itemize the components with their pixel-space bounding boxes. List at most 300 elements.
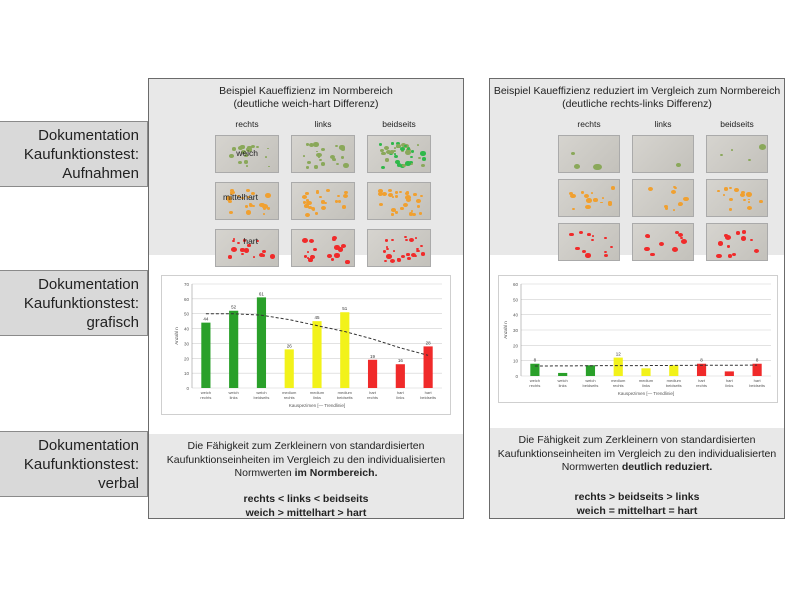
y-tick-label: 10 — [183, 371, 189, 377]
x-tick-label: medium — [309, 390, 325, 395]
data-label: 26 — [286, 343, 292, 349]
particle — [741, 191, 745, 194]
particle — [316, 191, 319, 193]
particle — [729, 198, 734, 202]
y-tick-label: 10 — [512, 358, 518, 364]
particle — [417, 205, 420, 208]
particle — [415, 237, 417, 239]
particle — [405, 239, 408, 241]
particle — [421, 252, 426, 256]
particle — [321, 148, 325, 151]
label-line: Kaufunktionstest: — [23, 456, 139, 473]
particle — [400, 207, 403, 210]
column-header: beidseits — [382, 119, 416, 129]
x-tick-label: rechts — [283, 395, 295, 400]
particle — [724, 234, 728, 237]
particle — [743, 199, 745, 201]
particle — [575, 247, 579, 251]
particle — [341, 156, 345, 159]
particle — [591, 192, 593, 194]
chewing-sample-photo — [291, 182, 355, 220]
x-tick-label: medium — [282, 390, 297, 395]
particle — [244, 248, 250, 253]
particle — [604, 254, 608, 257]
verbal-line-3-pre: Normwerten — [561, 461, 622, 473]
particle — [592, 235, 594, 237]
bar — [285, 349, 294, 388]
particle — [334, 253, 339, 257]
panel-normbereich — [148, 78, 464, 519]
chewing-sample-photo — [291, 229, 355, 267]
y-tick-label: 0 — [186, 386, 189, 391]
particle — [237, 242, 240, 245]
particle — [326, 189, 330, 192]
particle — [394, 155, 398, 158]
particle — [748, 159, 751, 161]
x-tick-label: beidseits — [749, 383, 766, 388]
x-tick-label: hart — [698, 378, 706, 383]
particle — [406, 198, 411, 202]
particle — [750, 239, 753, 241]
particle — [412, 213, 416, 216]
particle — [748, 201, 750, 203]
x-tick-label: hart — [424, 390, 432, 395]
particle — [759, 144, 766, 150]
x-tick-label: links — [725, 383, 734, 388]
chewing-sample-photo — [706, 135, 768, 173]
particle — [338, 200, 341, 203]
particle — [581, 191, 585, 194]
panel-title — [149, 85, 463, 111]
particle — [734, 188, 739, 192]
particle — [309, 239, 314, 243]
particle — [270, 254, 275, 258]
particle — [574, 164, 581, 169]
y-tick-label: 0 — [515, 374, 518, 379]
y-tick-label: 60 — [512, 282, 518, 287]
trend-line — [535, 365, 757, 366]
particle — [416, 199, 421, 203]
y-tick-label: 30 — [183, 341, 189, 347]
particle — [683, 197, 689, 201]
bar — [396, 364, 405, 388]
bar — [368, 360, 377, 388]
particle — [321, 206, 326, 210]
verbal-text — [490, 434, 784, 475]
y-tick-label: 70 — [183, 282, 189, 287]
chart-frame — [161, 275, 451, 415]
particle — [728, 254, 732, 258]
chewing-sample-photo — [558, 135, 620, 173]
particle — [379, 203, 383, 206]
data-label: 8 — [700, 357, 703, 363]
particle — [587, 233, 591, 236]
verbal-line-1: Die Fähigkeit zum Zerkleinern von standardisierten — [187, 440, 425, 452]
title-line-1: Beispiel Kaueffizienz im Normbereich — [219, 85, 393, 97]
particle — [404, 236, 407, 238]
particle — [395, 211, 398, 214]
particle — [413, 193, 417, 196]
x-tick-label: rechts — [200, 395, 212, 400]
particle — [232, 240, 235, 242]
particle — [342, 205, 346, 208]
bar — [725, 371, 734, 376]
particle — [385, 158, 390, 162]
particle — [399, 191, 402, 193]
particle — [731, 149, 734, 151]
particle — [401, 255, 405, 258]
particle — [720, 154, 723, 157]
particle — [343, 194, 348, 198]
particle — [335, 145, 338, 147]
particle — [608, 202, 612, 205]
verbal-line-1: Die Fähigkeit zum Zerkleinern von standardisierten — [518, 434, 756, 446]
particle — [338, 247, 343, 251]
particle — [742, 230, 746, 233]
bar — [312, 321, 321, 388]
x-tick-label: hart — [396, 390, 404, 395]
column-header: beidseits — [720, 119, 754, 129]
particle — [386, 248, 389, 250]
x-tick-label: rechts — [612, 383, 624, 388]
particle — [648, 187, 653, 191]
y-tick-label: 20 — [512, 343, 518, 349]
verbal-line-2: Kaufunktionseinheiten im Vergleich zu den individualisierten — [497, 447, 777, 460]
y-tick-label: 40 — [183, 326, 189, 332]
particle — [379, 143, 382, 146]
label-line: Dokumentation — [38, 276, 139, 293]
bar — [229, 311, 238, 388]
bar — [614, 358, 623, 376]
label-grafisch — [0, 270, 148, 336]
verbal-line-3-bold: im Normbereich. — [294, 467, 378, 479]
particle — [672, 247, 678, 252]
particle — [407, 257, 411, 260]
y-axis-label: Anzahl n — [503, 321, 508, 339]
particle — [339, 145, 344, 149]
bar — [201, 323, 210, 388]
particle — [391, 208, 396, 212]
particle — [681, 239, 687, 244]
particle — [321, 162, 325, 165]
x-tick-label: weich — [228, 390, 239, 395]
particle — [593, 198, 597, 202]
particle — [313, 248, 317, 251]
column-header: rechts — [577, 119, 601, 129]
particle — [263, 213, 265, 215]
title-line-2: (deutliche rechts-links Differenz) — [562, 98, 712, 110]
particle — [321, 200, 325, 204]
particle — [727, 245, 730, 248]
x-tick-label: links — [558, 383, 567, 388]
verbal-line-2: Kaufunktionseinheiten im Vergleich zu den individualisierten — [166, 453, 446, 466]
chewing-sample-photo — [367, 135, 431, 173]
particle — [238, 161, 242, 164]
particle — [395, 191, 399, 194]
particle — [314, 165, 319, 169]
particle — [395, 195, 398, 198]
y-axis-label: Anzahl n — [174, 327, 179, 345]
particle — [410, 156, 413, 158]
x-tick-label: links — [229, 395, 238, 400]
particle — [411, 150, 415, 153]
particle — [600, 202, 602, 204]
verbal-line-3 — [149, 467, 463, 481]
particle — [244, 160, 248, 164]
ranking — [490, 490, 784, 518]
particle — [416, 250, 419, 253]
chewing-sample-photo — [632, 135, 694, 173]
particle — [307, 161, 311, 164]
particle — [417, 144, 419, 146]
particle — [418, 157, 421, 160]
particle — [345, 260, 350, 264]
particle — [378, 192, 383, 196]
column-header: rechts — [235, 119, 259, 129]
x-tick-label: weich — [529, 378, 541, 383]
particle — [602, 197, 604, 199]
data-label: 8 — [755, 357, 759, 363]
x-tick-label: beidseits — [420, 395, 437, 400]
particle — [336, 163, 339, 165]
particle — [420, 245, 423, 247]
particle — [315, 212, 318, 215]
particle — [604, 251, 607, 254]
chart-frame — [498, 275, 778, 403]
particle — [406, 253, 409, 256]
particle — [397, 258, 402, 262]
particle — [391, 142, 394, 144]
chewing-sample-photo — [367, 182, 431, 220]
particle — [246, 165, 248, 167]
particle — [747, 206, 752, 210]
data-label: 19 — [370, 353, 376, 359]
y-tick-label: 40 — [512, 312, 518, 318]
bar — [424, 346, 433, 388]
particle — [723, 194, 725, 196]
particle — [405, 150, 411, 155]
chewing-sample-photo — [632, 179, 694, 217]
column-header: links — [314, 119, 332, 129]
particle — [716, 254, 722, 259]
data-label: 52 — [231, 304, 237, 310]
x-tick-label: links — [396, 395, 405, 400]
column-header: links — [654, 119, 672, 129]
particle — [585, 253, 591, 257]
title-line-2: (deutliche weich-hart Differenz) — [233, 98, 379, 110]
verbal-line-3 — [490, 461, 784, 475]
particle — [253, 256, 255, 258]
particle — [386, 246, 388, 248]
data-label: 12 — [615, 351, 621, 357]
ranking-line-1: rechts > beidseits > links — [574, 491, 700, 503]
particle — [333, 159, 336, 161]
bar — [641, 368, 650, 376]
particle — [678, 202, 683, 206]
particle — [233, 238, 235, 240]
particle — [391, 213, 394, 215]
particle — [384, 260, 387, 262]
particle — [585, 205, 591, 209]
row-header: mittelhart — [223, 192, 258, 202]
particle — [724, 187, 728, 190]
particle — [385, 239, 388, 242]
x-tick-label: medium — [638, 378, 654, 383]
particle — [393, 150, 396, 152]
particle — [674, 187, 677, 189]
particle — [421, 164, 425, 167]
particle — [337, 195, 340, 197]
particle — [676, 163, 681, 167]
particle — [403, 203, 408, 207]
particle — [671, 190, 676, 194]
particle — [383, 250, 387, 253]
particle — [306, 201, 311, 205]
particle — [741, 236, 746, 240]
x-tick-label: links — [641, 383, 651, 388]
particle — [318, 156, 320, 158]
particle — [259, 203, 264, 207]
particle — [591, 239, 593, 241]
particle — [416, 248, 419, 250]
particle — [319, 196, 321, 198]
particle — [307, 251, 309, 253]
x-tick-label: beidseits — [582, 383, 599, 388]
particle — [303, 155, 305, 157]
label-line: Kaufunktionstest: — [23, 295, 139, 312]
particle — [579, 231, 583, 234]
particle — [571, 152, 575, 155]
particle — [673, 209, 676, 211]
x-tick-label: hart — [753, 378, 761, 383]
particle — [306, 166, 310, 169]
label-line: Kaufunktionstest: — [23, 146, 139, 163]
particle — [229, 154, 234, 158]
data-label: 16 — [397, 358, 403, 364]
x-axis-label: Kauspezimen [— Trendlinie] — [288, 403, 346, 408]
x-tick-label: beidseits — [253, 395, 270, 400]
x-axis-label: Kauspezimen [— Trendlinie] — [617, 391, 675, 396]
particle — [267, 148, 269, 150]
particle — [381, 166, 385, 169]
x-tick-label: links — [312, 395, 322, 400]
bar — [558, 373, 567, 376]
y-tick-label: 20 — [183, 356, 189, 362]
bar — [669, 365, 678, 376]
x-tick-label: medium — [666, 378, 681, 383]
chewing-sample-photo — [291, 135, 355, 173]
x-tick-label: beidseits — [336, 395, 353, 400]
particle — [610, 246, 613, 248]
data-label: 45 — [314, 315, 320, 321]
particle — [409, 238, 414, 242]
particle — [229, 211, 233, 214]
particle — [265, 156, 267, 158]
particle — [732, 253, 736, 256]
particle — [611, 186, 616, 190]
particle — [644, 247, 649, 251]
particle — [422, 157, 426, 160]
x-tick-label: weich — [557, 378, 568, 383]
y-tick-label: 50 — [183, 311, 189, 317]
x-tick-label: hart — [725, 378, 733, 383]
row-header: hart — [243, 236, 258, 246]
particle — [746, 192, 752, 197]
x-tick-label: beidseits — [665, 383, 682, 388]
bar — [340, 312, 349, 388]
particle — [392, 196, 394, 198]
particle — [316, 151, 318, 153]
ranking — [149, 492, 463, 520]
particle — [569, 233, 574, 237]
particle — [303, 201, 306, 204]
bar — [586, 365, 595, 376]
particle — [231, 247, 237, 252]
bar-chart-reduziert — [499, 276, 777, 402]
particle — [252, 205, 255, 207]
y-tick-label: 60 — [183, 296, 189, 302]
particle — [394, 147, 396, 149]
label-line: Dokumentation — [38, 437, 139, 454]
particle — [332, 236, 337, 240]
particle — [572, 208, 574, 210]
particle — [302, 238, 308, 243]
particle — [759, 200, 763, 203]
x-tick-label: weich — [585, 378, 596, 383]
particle — [729, 187, 732, 189]
ranking-line-2: weich = mittelhart = hart — [576, 505, 698, 517]
y-tick-label: 30 — [512, 328, 518, 333]
particle — [391, 239, 394, 242]
particle — [313, 142, 319, 146]
particle — [659, 242, 664, 246]
particle — [593, 164, 602, 171]
particle — [405, 161, 411, 166]
particle — [419, 212, 422, 215]
verbal-line-3-pre: Normwerten — [234, 467, 295, 479]
x-tick-label: rechts — [367, 395, 379, 400]
label-aufnahmen — [0, 121, 148, 187]
particle — [650, 253, 655, 257]
data-label: 44 — [203, 316, 209, 322]
label-line: Aufnahmen — [62, 165, 139, 182]
particle — [393, 250, 395, 252]
chewing-sample-photo — [367, 229, 431, 267]
title-line-1: Beispiel Kaueffizienz reduziert im Vergleich zum Normbereich — [493, 85, 781, 97]
particle — [265, 193, 271, 198]
particle — [245, 205, 248, 208]
x-tick-label: weich — [256, 390, 267, 395]
particle — [386, 254, 392, 259]
bar — [257, 297, 266, 388]
particle — [241, 253, 244, 255]
label-line: grafisch — [86, 314, 139, 331]
chewing-sample-photo — [558, 179, 620, 217]
particle — [411, 253, 416, 257]
particle — [319, 159, 322, 161]
data-label: 28 — [425, 340, 431, 346]
verbal-line-3-bold: deutlich reduziert. — [621, 461, 713, 473]
x-tick-label: rechts — [696, 383, 708, 388]
particle — [718, 241, 723, 245]
particle — [717, 190, 719, 192]
particle — [604, 237, 606, 239]
particle — [420, 195, 423, 197]
data-label: 8 — [533, 357, 537, 363]
y-tick-label: 50 — [512, 297, 518, 303]
particle — [420, 151, 426, 155]
ranking-line-2: weich > mittelhart > hart — [245, 507, 367, 519]
